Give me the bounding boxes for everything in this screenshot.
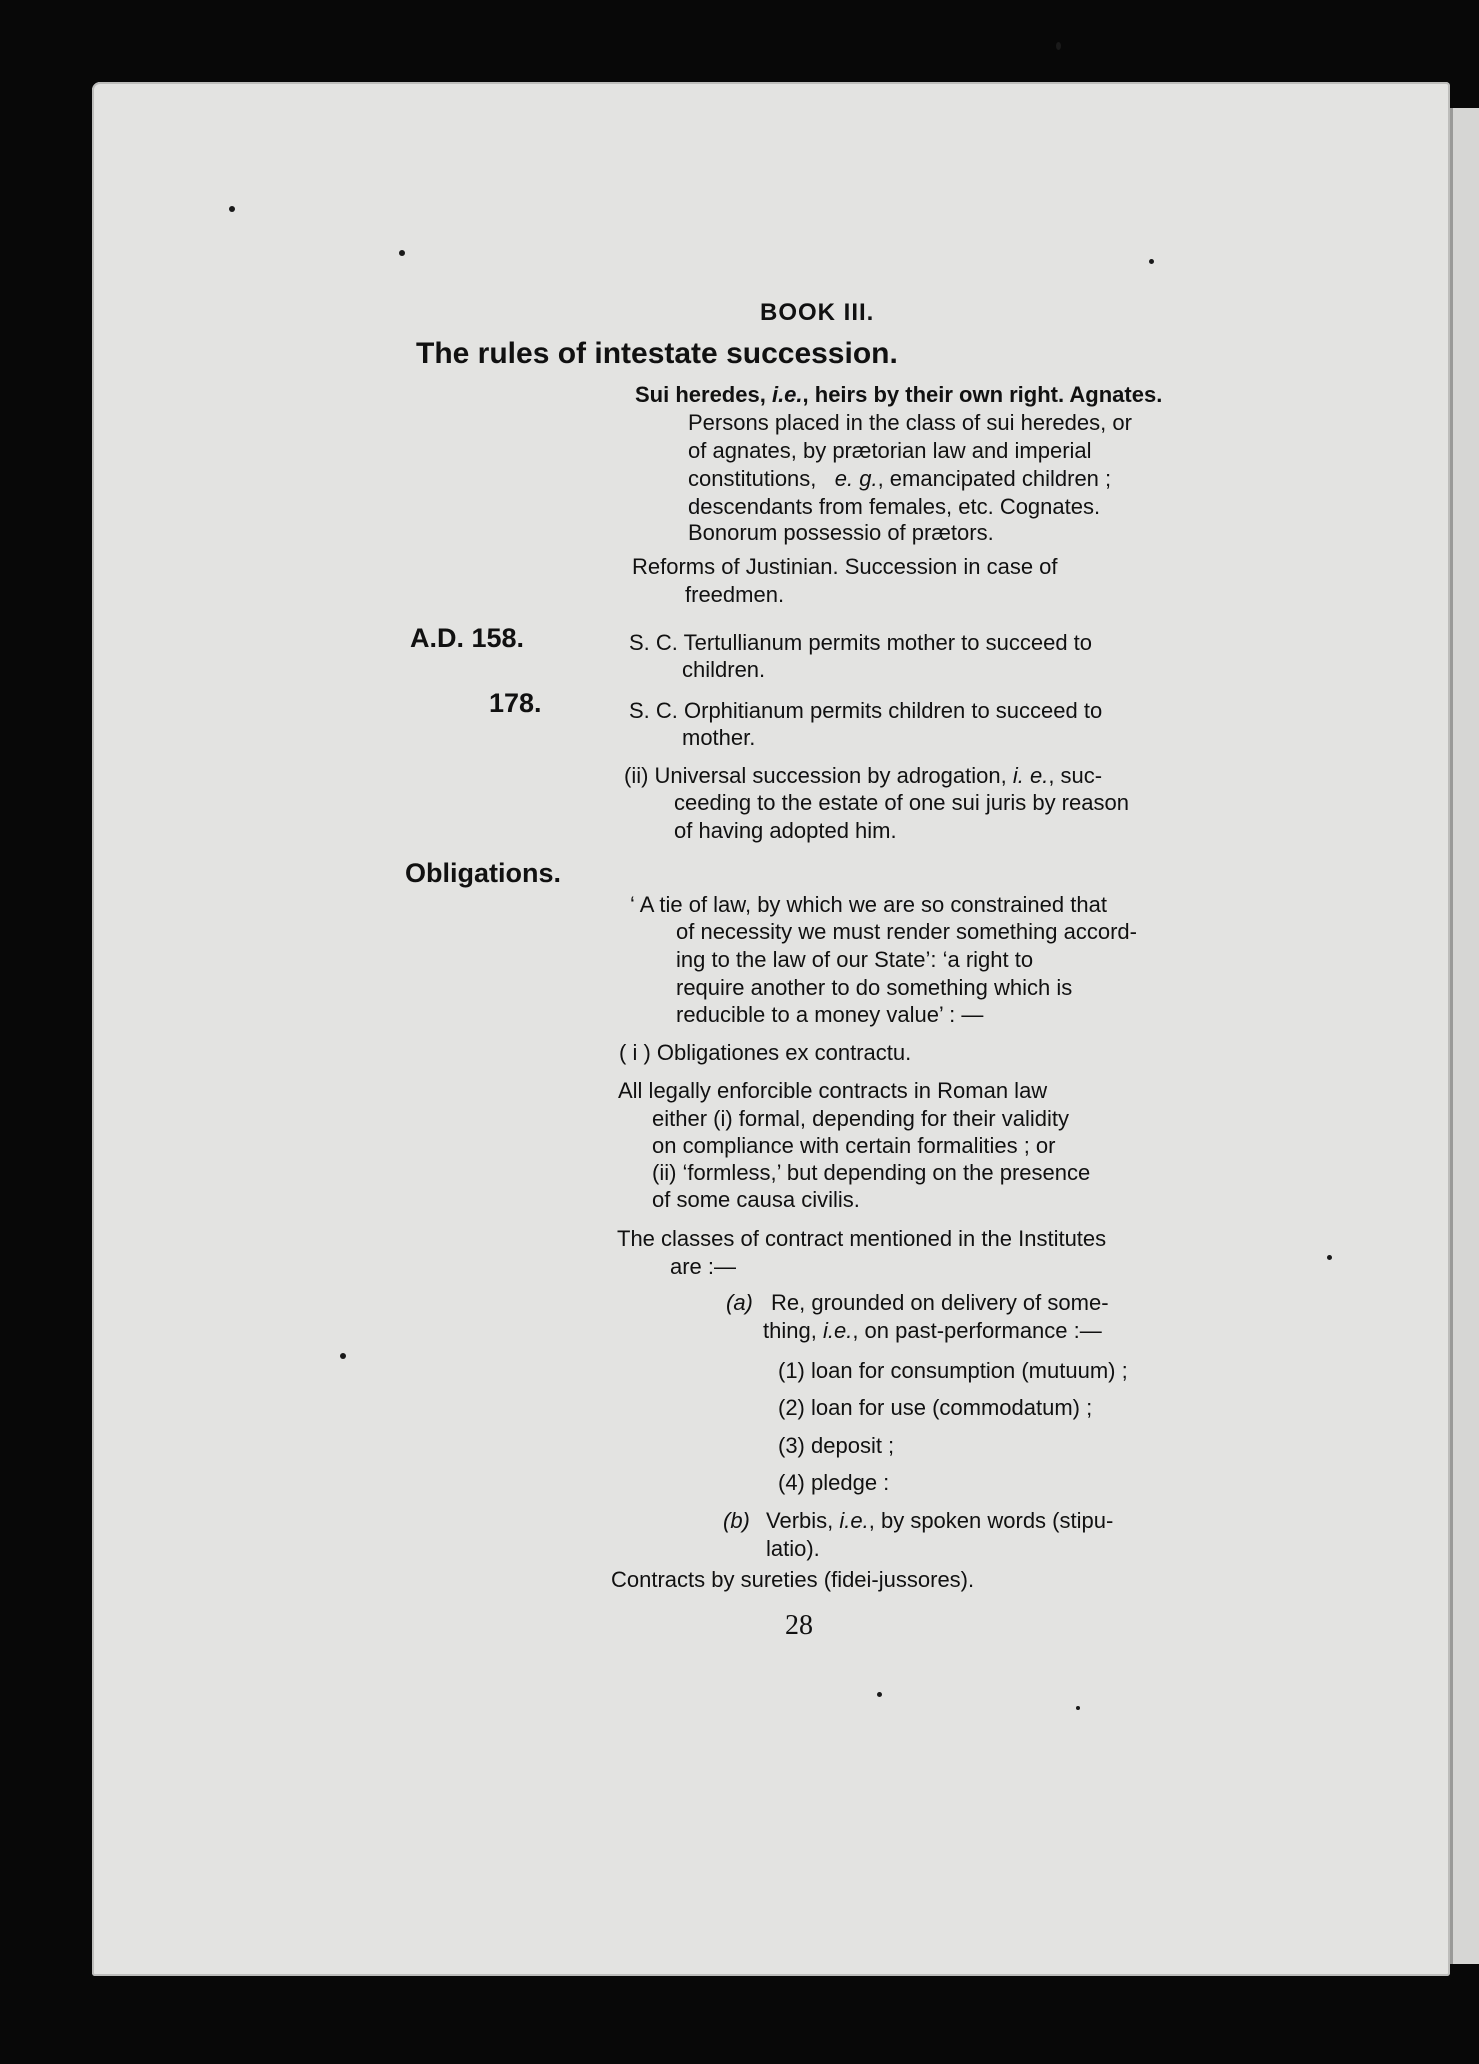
scan-speck [1327, 1255, 1332, 1260]
next-page-edge [1450, 108, 1479, 1964]
sui-heredes-line-3: of agnates, by prætorian law and imperial [688, 438, 1092, 463]
page-number: 28 [785, 1610, 813, 1641]
scan-speck [1076, 1706, 1080, 1710]
scan-speck [229, 206, 235, 212]
book-heading: BOOK III. [760, 299, 875, 326]
sui-heredes-line-1: Sui heredes, i.e., heirs by their own right. Agnates. [635, 382, 1163, 407]
reforms-line-2: freedmen. [685, 582, 785, 607]
sub-item-2: (2) loan for use (commodatum) ; [778, 1395, 1093, 1420]
adrogation-line-2: ceeding to the estate of one sui juris by reason [674, 790, 1129, 815]
ex-contractu: ( i ) Obligationes ex contractu. [619, 1040, 912, 1065]
sui-heredes-line-2: Persons placed in the class of sui heredes, or [688, 410, 1132, 435]
item-a-line-1: Re, grounded on delivery of some- [771, 1290, 1109, 1315]
margin-date-178: 178. [489, 688, 542, 718]
scan-speck [340, 1353, 346, 1359]
scan-speck [877, 1692, 882, 1697]
contracts-line-3: on compliance with certain formalities ; or [652, 1133, 1056, 1158]
item-b-line-1: Verbis, i.e., by spoken words (stipu- [766, 1508, 1114, 1533]
orphitianum-line-1: S. C. Orphitianum permits children to succeed to [629, 698, 1103, 723]
sureties-line: Contracts by sureties (fidei-jussores). [611, 1567, 975, 1592]
scan-speck [1056, 42, 1061, 50]
reforms-line-1: Reforms of Justinian. Succession in case of [632, 554, 1058, 579]
adrogation-line-1: (ii) Universal succession by adrogation, i. e., suc- [624, 763, 1103, 788]
margin-date-158: A.D. 158. [410, 623, 525, 653]
classes-line-2: are :— [670, 1254, 737, 1279]
contracts-line-5: of some causa civilis. [652, 1187, 860, 1212]
scan-speck [399, 250, 405, 256]
section-title: The rules of intestate succession. [416, 337, 898, 370]
classes-line-1: The classes of contract mentioned in the Institutes [617, 1226, 1107, 1251]
tie-of-law-line-5: reducible to a money value’ : — [676, 1002, 984, 1027]
tie-of-law-line-4: require another to do something which is [676, 975, 1073, 1000]
adrogation-line-3: of having adopted him. [674, 818, 897, 843]
tertullianum-line-1: S. C. Tertullianum permits mother to succeed to [629, 630, 1093, 655]
contracts-line-2: either (i) formal, depending for their validity [652, 1106, 1069, 1131]
tie-of-law-line-2: of necessity we must render something accord- [676, 919, 1137, 944]
item-b-line-2: latio). [766, 1536, 820, 1561]
orphitianum-line-2: mother. [682, 725, 756, 750]
sui-heredes-line-4: constitutions, e. g., emancipated children ; [688, 466, 1112, 491]
tie-of-law-line-3: ing to the law of our State’: ‘a right to [676, 947, 1034, 972]
margin-obligations: Obligations. [405, 858, 562, 888]
item-a-marker: (a) [726, 1290, 753, 1315]
tie-of-law-line-1: ‘ A tie of law, by which we are so constrained that [630, 892, 1107, 917]
tertullianum-line-2: children. [682, 657, 766, 682]
item-a-line-2: thing, i.e., on past-performance :— [763, 1318, 1102, 1343]
item-b-marker: (b) [723, 1508, 750, 1533]
sub-item-1: (1) loan for consumption (mutuum) ; [778, 1358, 1128, 1383]
sub-item-4: (4) pledge : [778, 1470, 890, 1495]
scan-speck [1149, 259, 1154, 264]
contracts-line-4: (ii) ‘formless,’ but depending on the presence [652, 1160, 1091, 1185]
sub-item-3: (3) deposit ; [778, 1433, 895, 1458]
contracts-line-1: All legally enforcible contracts in Roman law [618, 1078, 1048, 1103]
sui-heredes-line-6: Bonorum possessio of prætors. [688, 520, 994, 545]
sui-heredes-line-5: descendants from females, etc. Cognates. [688, 494, 1101, 519]
